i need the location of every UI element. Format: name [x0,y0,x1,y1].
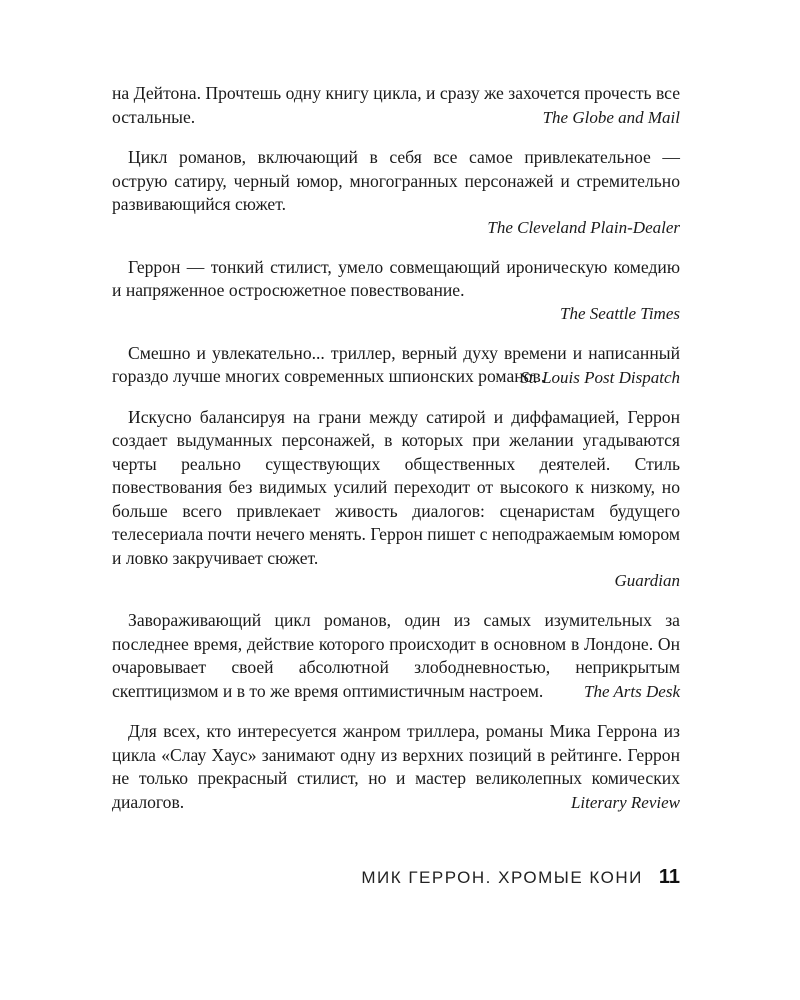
review-text: на Дейтона. Прочтешь одну книгу цикла, и сразу же захочется прочесть все остальные. [112,83,680,127]
review-quote [112,609,680,703]
running-head: МИК ГЕРРОН. ХРОМЫЕ КОНИ [361,868,643,887]
review-quote [112,82,680,129]
review-text: Искусно балансируя на грани между сатирой и диффамацией, Геррон создает выдуманных персонажей, в которых при желании угадываются черты реально существующих общественных деятелей. Стиль повествования без видимых усилий переходит от высокого к низкому, но больше всего привлекает живость диалогов: сценаристам будущего телесериала почти нечего менять. Геррон пишет с неподражаемым юмором и ловко закручивает сюжет. [112,406,680,568]
page-footer [284,866,680,889]
review-source: The Cleveland Plain-Dealer [487,217,680,237]
review-quote [112,720,680,814]
review-quote [112,256,680,325]
review-quote [112,342,680,389]
review-quote [112,406,680,593]
review-source: The Seattle Times [560,303,680,323]
review-text: Геррон — тонкий стилист, умело совмещающий ироническую комедию и напряженное остросюжетное повествование. [112,256,680,300]
page-number: 11 [658,866,680,888]
review-quote [112,146,680,239]
review-source: Literary Review [570,793,680,812]
review-source: The Arts Desk [583,682,680,701]
reviews-page [112,82,680,831]
review-text: Для всех, кто интересуется жанром триллера, романы Мика Геррона из цикла «Слау Хаус» занимают одну из верхних позиций в рейтинге. Геррон не только прекрасный стилист, но и мастер великолепных комических диалогов. [112,721,680,812]
review-source: Guardian [614,571,680,590]
review-text: Цикл романов, включающий в себя все самое привлекательное — острую сатиру, черный юмор, многогранных персонажей и стремительно развивающийся сюжет. [112,147,680,214]
review-text: Смешно и увлекательно... триллер, верный духу времени и написанный гораздо лучше многих современных шпионских романов. [112,342,680,386]
review-source: St. Louis Post Dispatch [520,367,680,387]
review-text: Завораживающий цикл романов, один из самых изумительных за последнее время, действие которого происходит в основном в Лондоне. Он очаровывает своей абсолютной злободневностью, неприкрытым скептицизмом и в то же время оптимистичным настроем. [112,610,680,701]
review-source: The Globe and Mail [542,108,680,127]
